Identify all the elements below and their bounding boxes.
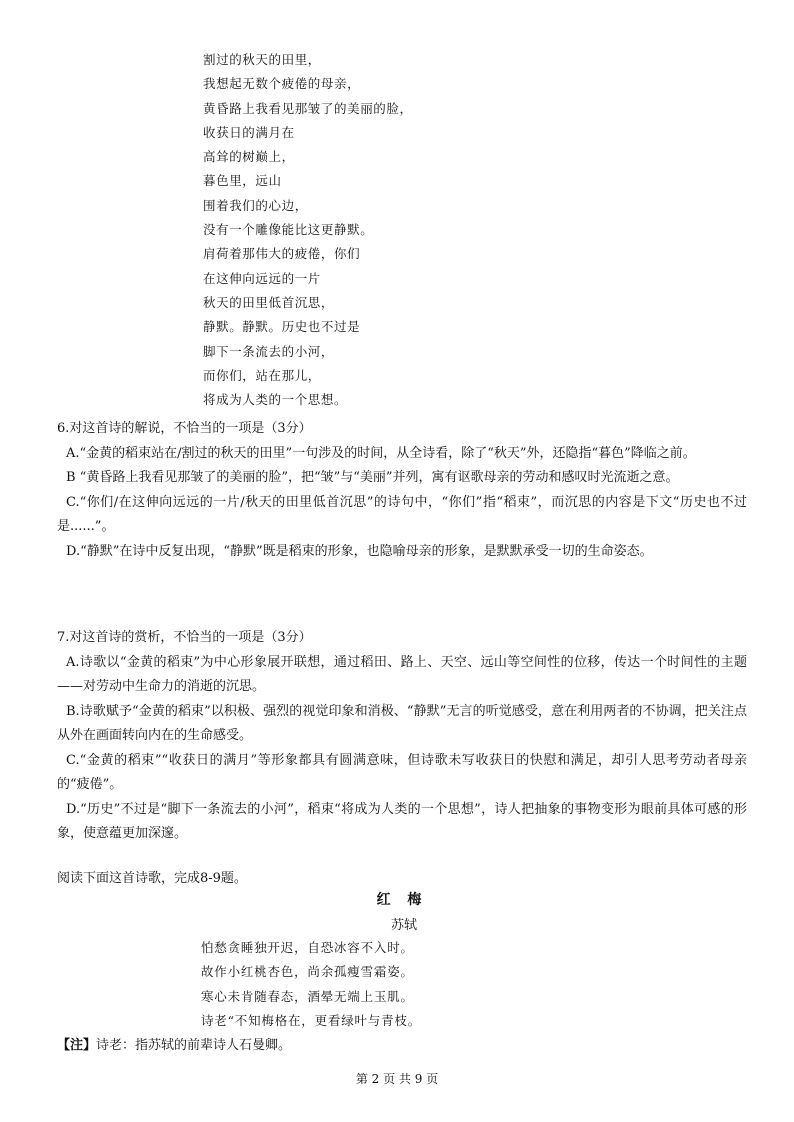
poem-two-author: 苏轼 xyxy=(390,918,417,933)
poem-line: 黄昏路上我看见那皱了的美丽的脸， xyxy=(203,100,413,116)
poem-line: 肩荷着那伟大的疲倦，你们 xyxy=(203,246,361,262)
question-6-title: 6.对这首诗的解说，不恰当的一项是（3分） xyxy=(57,421,312,436)
section-intro: 阅读下面这首诗歌，完成8-9题。 xyxy=(57,871,247,886)
question-7-title: 7.对这首诗的赏析，不恰当的一项是（3分） xyxy=(57,630,312,645)
poem-line: 脚下一条流去的小河， xyxy=(203,343,335,359)
poem-line: 我想起无数个疲倦的母亲， xyxy=(203,76,361,92)
poem-line: 围着我们的心边， xyxy=(203,197,308,213)
question-6-option-d: D.“静默”在诗中反复出现，“静默”既是稻束的形象，也隐喻母亲的形象，是默默承受一切的生命姿态。 xyxy=(66,543,653,559)
poem-line: 故作小红桃杏色，尚余孤瘦雪霜姿。 xyxy=(201,964,414,980)
poem-line: 高耸的树巅上， xyxy=(203,149,295,165)
question-6-option-c: C.“你们/在这伸向远远的一片/秋天的田里低首沉思”的诗句中，“你们”指“稻束”，而沉思的内容是下文“历史也不过是......”。 xyxy=(57,494,747,534)
question-7-option-a: A.诗歌以“金黄的稻束”为中心形象展开联想，通过稻田、路上、天空、远山等空间性的位移，传达一个时间性的主题——对劳动中生命力的消逝的沉思。 xyxy=(57,654,747,694)
poem-line: 静默。静默。历史也不过是 xyxy=(203,319,361,335)
poem-line: 收获日的满月在 xyxy=(203,124,295,140)
poem-line: 在这伸向远远的一片 xyxy=(203,270,321,286)
question-7 xyxy=(57,626,747,847)
poem-line: 暮色里，远山 xyxy=(203,173,282,189)
poem-two xyxy=(201,936,421,1034)
question-7-option-d: D.“历史”不过是“脚下一条流去的小河”，稻束“将成为人类的一个思想”，诗人把抽象的事物变形为眼前具体可感的形象，使意蕴更加深邃。 xyxy=(57,801,747,841)
question-7-option-c: C.“金黄的稻束”“收获日的满月”等形象都具有圆满意味，但诗歌未写收获日的快慰和满足，却引人思考劳动者母亲的“疲倦”。 xyxy=(57,752,747,792)
poem-line: 诗老“不知梅格在，更看绿叶与青枝。 xyxy=(201,1013,421,1029)
question-6 xyxy=(57,417,747,564)
annotation-note xyxy=(57,1034,291,1053)
poem-line: 没有一个雕像能比这更静默。 xyxy=(203,222,374,238)
note-text: 诗老：指苏轼的前辈诗人石曼卿。 xyxy=(96,1038,292,1053)
poem-line: 寒心未肯随春态，酒晕无端上玉肌。 xyxy=(201,988,414,1004)
poem-line: 秋天的田里低首沉思， xyxy=(203,294,335,310)
poem-line: 割过的秋天的田里， xyxy=(203,52,321,67)
poem-two-title: 红 梅 xyxy=(376,892,428,908)
poem-line: 将成为人类的一个思想。 xyxy=(203,392,348,408)
question-7-option-b: B.诗歌赋予“金黄的稻束”以积极、强烈的视觉印象和消极、“静默”无言的听觉感受，意在利用两者的不协调，把关注点从外在画面转向内在的生命感受。 xyxy=(57,703,747,743)
poem-line: 怕愁贪睡独开迟，自恐冰容不入时。 xyxy=(201,940,414,955)
poem-line: 而你们，站在那儿， xyxy=(203,367,321,383)
question-6-option-a: A.“金黄的稻束站在/割过的秋天的田里”一句涉及的时间，从全诗看，除了“秋天”外，还隐指“暮色”降临之前。 xyxy=(66,445,696,461)
poem-one xyxy=(203,48,623,412)
note-tag: 【注】 xyxy=(57,1038,97,1053)
question-6-option-b: B “黄昏路上我看见那皱了的美丽的脸”，把“皱”与“美丽”并列，寓有讴歌母亲的劳动和感叹时光流逝之意。 xyxy=(66,470,679,485)
page-footer: 第 2 页 共 9 页 xyxy=(355,1072,439,1086)
